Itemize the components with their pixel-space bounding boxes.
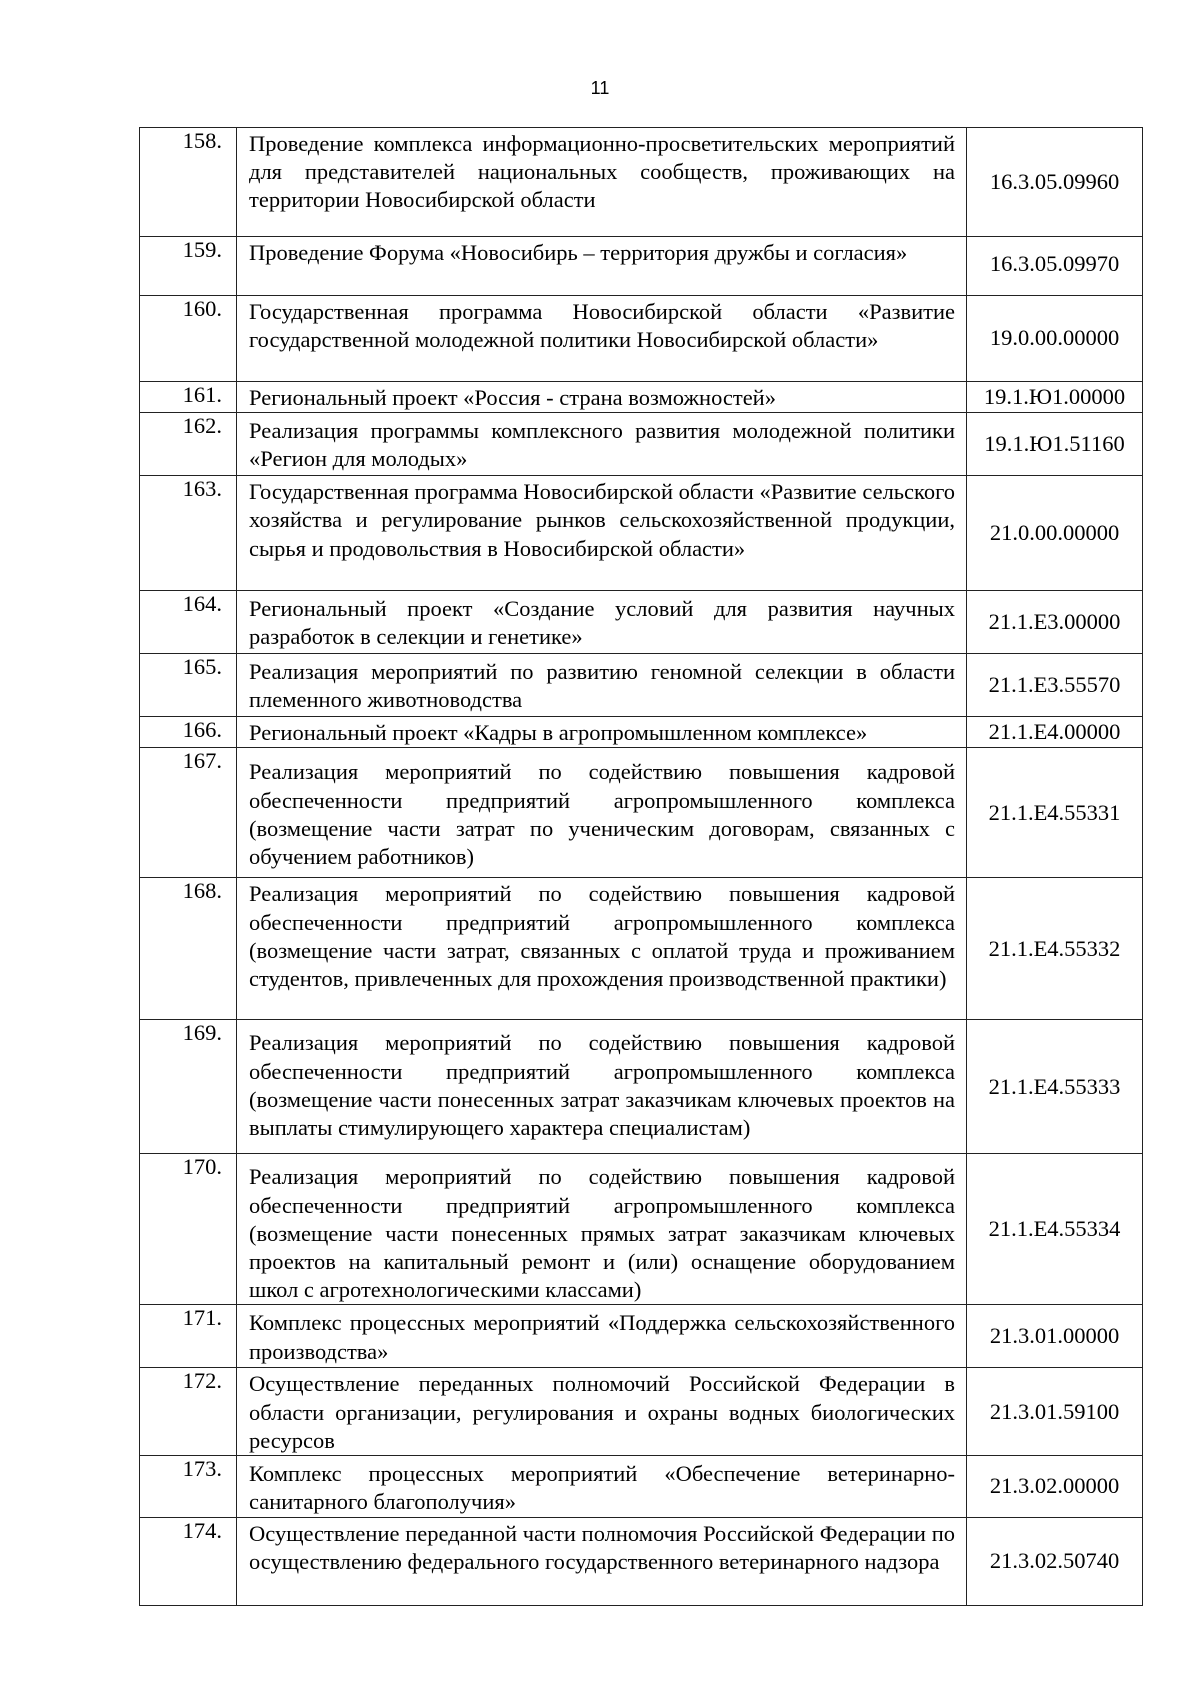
row-name: Региональный проект «Создание условий для развития научных разработок в селекции и генетике» (237, 591, 967, 654)
row-code: 21.1.Е4.55333 (967, 1020, 1143, 1154)
row-code: 21.1.Е4.00000 (967, 717, 1143, 748)
table-row (140, 878, 1143, 1020)
row-number: 165. (140, 654, 237, 717)
table-row (140, 382, 1143, 413)
table-row (140, 128, 1143, 237)
row-number: 167. (140, 748, 237, 878)
row-number: 174. (140, 1518, 237, 1606)
row-number: 166. (140, 717, 237, 748)
row-name: Реализация мероприятий по содействию повышения кадровой обеспеченности предприятий агропромышленного комплекса (возмещение части затрат по ученическим договорам, связанных с обучением работников) (237, 748, 967, 878)
table-row (140, 748, 1143, 878)
row-name: Осуществление переданной части полномочия Российской Федерации по осуществлению федерального государственного ветеринарного надзора (237, 1518, 967, 1606)
row-code: 19.1.Ю1.00000 (967, 382, 1143, 413)
row-name: Региональный проект «Россия - страна возможностей» (237, 382, 967, 413)
table-row (140, 237, 1143, 296)
row-number: 158. (140, 128, 237, 237)
row-number: 172. (140, 1368, 237, 1456)
row-code: 21.3.02.50740 (967, 1518, 1143, 1606)
row-name: Реализация мероприятий по содействию повышения кадровой обеспеченности предприятий агропромышленного комплекса (возмещение части понесенных затрат заказчикам ключевых проектов на выплаты стимулирующего характера специалистам) (237, 1020, 967, 1154)
table-row (140, 296, 1143, 382)
row-number: 159. (140, 237, 237, 296)
row-code: 21.3.01.00000 (967, 1305, 1143, 1368)
table-row (140, 1518, 1143, 1606)
row-number: 164. (140, 591, 237, 654)
row-code: 19.1.Ю1.51160 (967, 413, 1143, 476)
row-name: Государственная программа Новосибирской области «Развитие государственной молодежной политики Новосибирской области» (237, 296, 967, 382)
table-row (140, 1368, 1143, 1456)
row-code: 19.0.00.00000 (967, 296, 1143, 382)
row-number: 162. (140, 413, 237, 476)
table-row (140, 1456, 1143, 1518)
row-code: 21.0.00.00000 (967, 476, 1143, 591)
row-code: 21.3.01.59100 (967, 1368, 1143, 1456)
row-code: 16.3.05.09970 (967, 237, 1143, 296)
row-code: 21.1.Е4.55332 (967, 878, 1143, 1020)
table-row (140, 476, 1143, 591)
table-row (140, 1020, 1143, 1154)
row-code: 21.1.Е3.00000 (967, 591, 1143, 654)
row-name: Государственная программа Новосибирской области «Развитие сельского хозяйства и регулирование рынков сельскохозяйственной продукции, сырья и продовольствия в Новосибирской области» (237, 476, 967, 591)
table-row (140, 654, 1143, 717)
table-row (140, 591, 1143, 654)
row-name: Региональный проект «Кадры в агропромышленном комплексе» (237, 717, 967, 748)
row-name: Реализация программы комплексного развития молодежной политики «Регион для молодых» (237, 413, 967, 476)
table-row (140, 717, 1143, 748)
row-name: Реализация мероприятий по развитию геномной селекции в области племенного животноводства (237, 654, 967, 717)
row-number: 168. (140, 878, 237, 1020)
table-row (140, 413, 1143, 476)
row-code: 21.3.02.00000 (967, 1456, 1143, 1518)
row-name: Осуществление переданных полномочий Российской Федерации в области организации, регулирования и охраны водных биологических ресурсов (237, 1368, 967, 1456)
row-name: Реализация мероприятий по содействию повышения кадровой обеспеченности предприятий агропромышленного комплекса (возмещение части затрат, связанных с оплатой труда и проживанием студентов, привлеченных для прохождения производственной практики) (237, 878, 967, 1020)
row-number: 169. (140, 1020, 237, 1154)
row-number: 161. (140, 382, 237, 413)
row-number: 160. (140, 296, 237, 382)
row-name: Проведение комплекса информационно-просветительских мероприятий для представителей национальных сообществ, проживающих на территории Новосибирской области (237, 128, 967, 237)
row-name: Проведение Форума «Новосибирь – территория дружбы и согласия» (237, 237, 967, 296)
row-number: 163. (140, 476, 237, 591)
budget-classification-table (139, 127, 1143, 1606)
row-code: 21.1.Е3.55570 (967, 654, 1143, 717)
row-name: Реализация мероприятий по содействию повышения кадровой обеспеченности предприятий агропромышленного комплекса (возмещение части понесенных прямых затрат заказчикам ключевых проектов на капитальный ремонт и (или) оснащение оборудованием школ с агротехнологическими классами) (237, 1154, 967, 1305)
row-name: Комплекс процессных мероприятий «Поддержка сельскохозяйственного производства» (237, 1305, 967, 1368)
row-name: Комплекс процессных мероприятий «Обеспечение ветеринарно-санитарного благополучия» (237, 1456, 967, 1518)
row-number: 170. (140, 1154, 237, 1305)
table-row (140, 1154, 1143, 1305)
page-number: 11 (590, 78, 610, 98)
row-code: 21.1.Е4.55334 (967, 1154, 1143, 1305)
row-number: 173. (140, 1456, 237, 1518)
row-code: 16.3.05.09960 (967, 128, 1143, 237)
row-code: 21.1.Е4.55331 (967, 748, 1143, 878)
table-row (140, 1305, 1143, 1368)
row-number: 171. (140, 1305, 237, 1368)
